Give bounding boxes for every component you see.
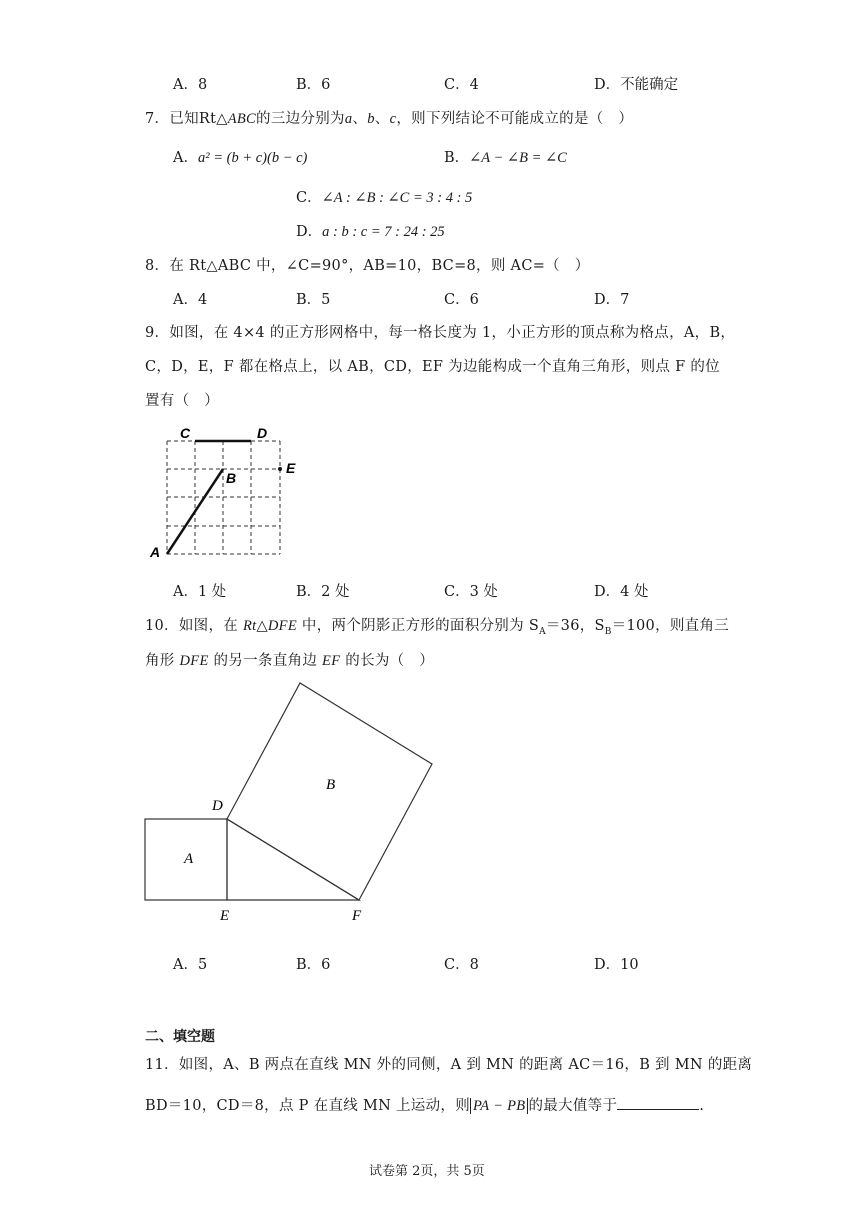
- q9-line-3: 置有（ ）: [145, 393, 219, 409]
- q11-line-1: 11．如图，A、B 两点在直线 MN 外的同侧，A 到 MN 的距离 AC＝16，B 到 MN 的距离: [145, 1057, 753, 1073]
- label-sq-a: A: [184, 851, 194, 867]
- q7-option-c: C．∠A : ∠B : ∠C = 3 : 4 : 5: [296, 190, 473, 206]
- q8-option-c: C．6: [444, 292, 479, 308]
- section-title: 二、填空题: [145, 1029, 215, 1045]
- q8-option-b: B．5: [296, 292, 331, 308]
- q7-option-b: B．∠A − ∠B = ∠C: [444, 150, 567, 166]
- q10-line-1: 10．如图，在 Rt△DFE 中，两个阴影正方形的面积分别为 $S_A=36$，$S_B=100$，则直角三: [145, 618, 730, 637]
- label-d: D: [257, 425, 268, 441]
- point-e: [278, 467, 282, 471]
- q9-option-b: B．2 处: [296, 584, 350, 600]
- q10-option-c: C．8: [444, 957, 479, 973]
- q6-option-a: A．8: [173, 77, 208, 93]
- q11-line-2: BD＝10，CD＝8，点 P 在直线 MN 上运动，则 PA − PB 的最大值等于 .: [145, 1094, 704, 1115]
- abs-expression: PA − PB: [470, 1098, 528, 1114]
- q10-line-2: 角形 DFE 的另一条直角边 EF 的长为（ ）: [145, 653, 435, 669]
- q9-line-2: C，D，E，F 都在格点上，以 AB，CD，EF 为边能构成一个直角三角形，则点 F 的位: [145, 359, 720, 375]
- q10-option-b: B．6: [296, 957, 331, 973]
- label-c: C: [180, 425, 191, 441]
- answer-blank: [617, 1095, 699, 1110]
- q9-option-d: D．4 处: [594, 584, 649, 600]
- segment-ab: [167, 469, 223, 554]
- label-sq-b: B: [326, 777, 336, 793]
- square-b: [227, 683, 432, 900]
- q9-grid: [167, 441, 280, 554]
- square-a: [145, 819, 227, 900]
- q7-option-d: D．a : b : c = 7 : 24 : 25: [296, 224, 445, 240]
- q6-option-b: B．6: [296, 77, 331, 93]
- q7-option-a: A．a² = (b + c)(b − c): [173, 150, 308, 166]
- q10-option-a: A．5: [173, 957, 208, 973]
- q8-option-d: D．7: [594, 292, 630, 308]
- label-e: E: [220, 908, 230, 924]
- q6-option-c: C．4: [444, 77, 479, 93]
- q6-option-d: D．不能确定: [594, 77, 679, 93]
- q9-line-1: 9．如图，在 4×4 的正方形网格中，每一格长度为 1，小正方形的顶点称为格点，A，B，: [145, 325, 736, 341]
- q8-stem: 8．在 Rt△ABC 中，∠C=90°，AB=10，BC=8，则 AC=（ ）: [145, 258, 590, 274]
- page-footer: 试卷第 2页，共 5页: [369, 1164, 485, 1179]
- triangle-def: [227, 819, 359, 900]
- label-f: F: [352, 908, 362, 924]
- q9-option-c: C．3 处: [444, 584, 498, 600]
- label-e: E: [286, 460, 296, 476]
- q8-option-a: A．4: [173, 292, 208, 308]
- label-b: B: [226, 470, 237, 486]
- q9-option-a: A．1 处: [173, 584, 227, 600]
- q10-option-d: D．10: [594, 957, 639, 973]
- label-a: A: [150, 544, 161, 560]
- label-d: D: [212, 798, 223, 814]
- q7-stem: 7．已知Rt△ABC的三边分别为a、b、c，则下列结论不可能成立的是（ ）: [145, 111, 634, 127]
